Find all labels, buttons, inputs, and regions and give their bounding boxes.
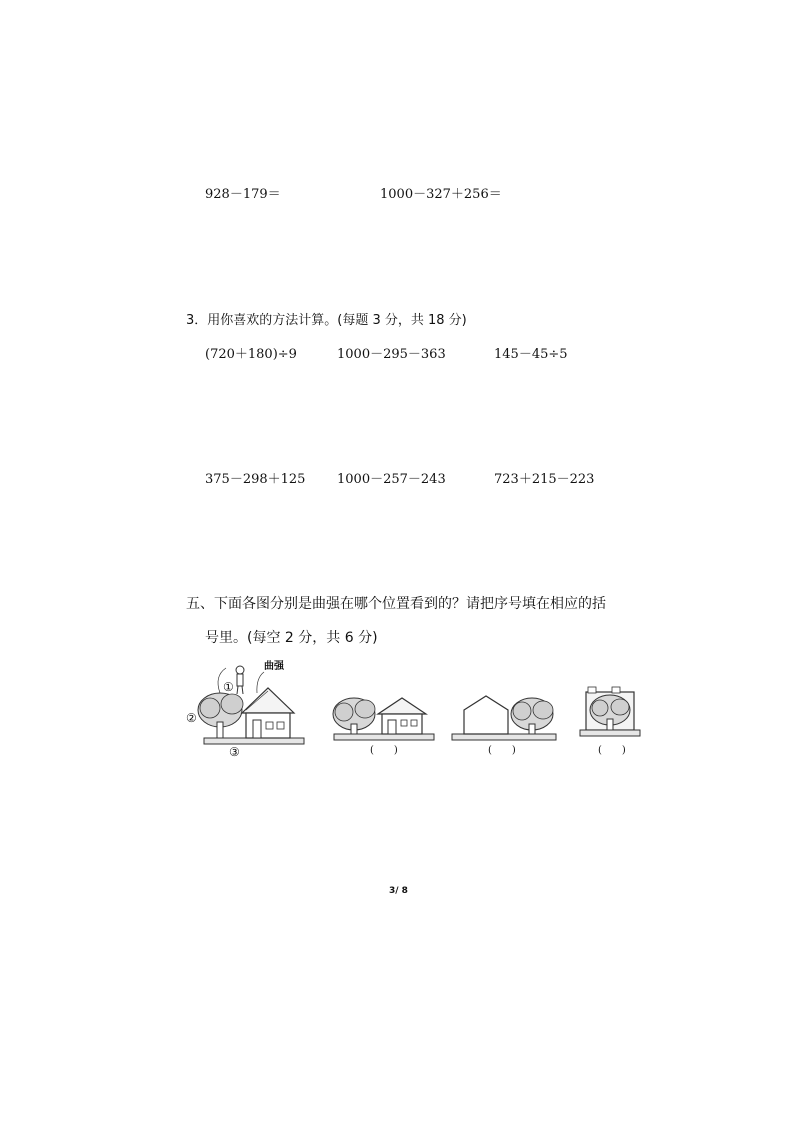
question-5-line-1: 五、下面各图分别是曲强在哪个位置看到的？请把序号填在相应的括: [186, 596, 606, 612]
answer-blank-2[interactable]: ( ): [488, 745, 516, 756]
answer-blank-1[interactable]: ( ): [370, 745, 398, 756]
q3-expression: (720＋180)÷9: [205, 347, 297, 362]
position-marker-2: ②: [186, 711, 197, 725]
view-tree-and-house-figure: [328, 692, 440, 742]
answer-blank-3[interactable]: ( ): [598, 745, 626, 756]
expression-1000-327-256: 1000－327＋256＝: [380, 187, 502, 202]
view-house-and-tree-figure: [450, 692, 562, 742]
position-marker-3: ③: [229, 745, 240, 759]
reference-scene-figure: [180, 658, 310, 758]
question-5-line-2: 号里。(每空 2 分，共 6 分): [205, 630, 378, 646]
question-3-heading: 3．用你喜欢的方法计算。(每题 3 分，共 18 分): [186, 313, 467, 328]
q3-expression: 375－298＋125: [205, 472, 306, 487]
view-top-figure: [578, 686, 642, 742]
expression-928-179: 928－179＝: [205, 187, 281, 202]
q3-expression: 723＋215－223: [494, 472, 595, 487]
q3-expression: 1000－295－363: [337, 347, 446, 362]
position-marker-1: ①: [223, 680, 234, 694]
person-label: 曲强: [264, 661, 284, 672]
q3-expression: 145－45÷5: [494, 347, 568, 362]
page-number: 3/ 8: [389, 886, 408, 896]
q3-expression: 1000－257－243: [337, 472, 446, 487]
